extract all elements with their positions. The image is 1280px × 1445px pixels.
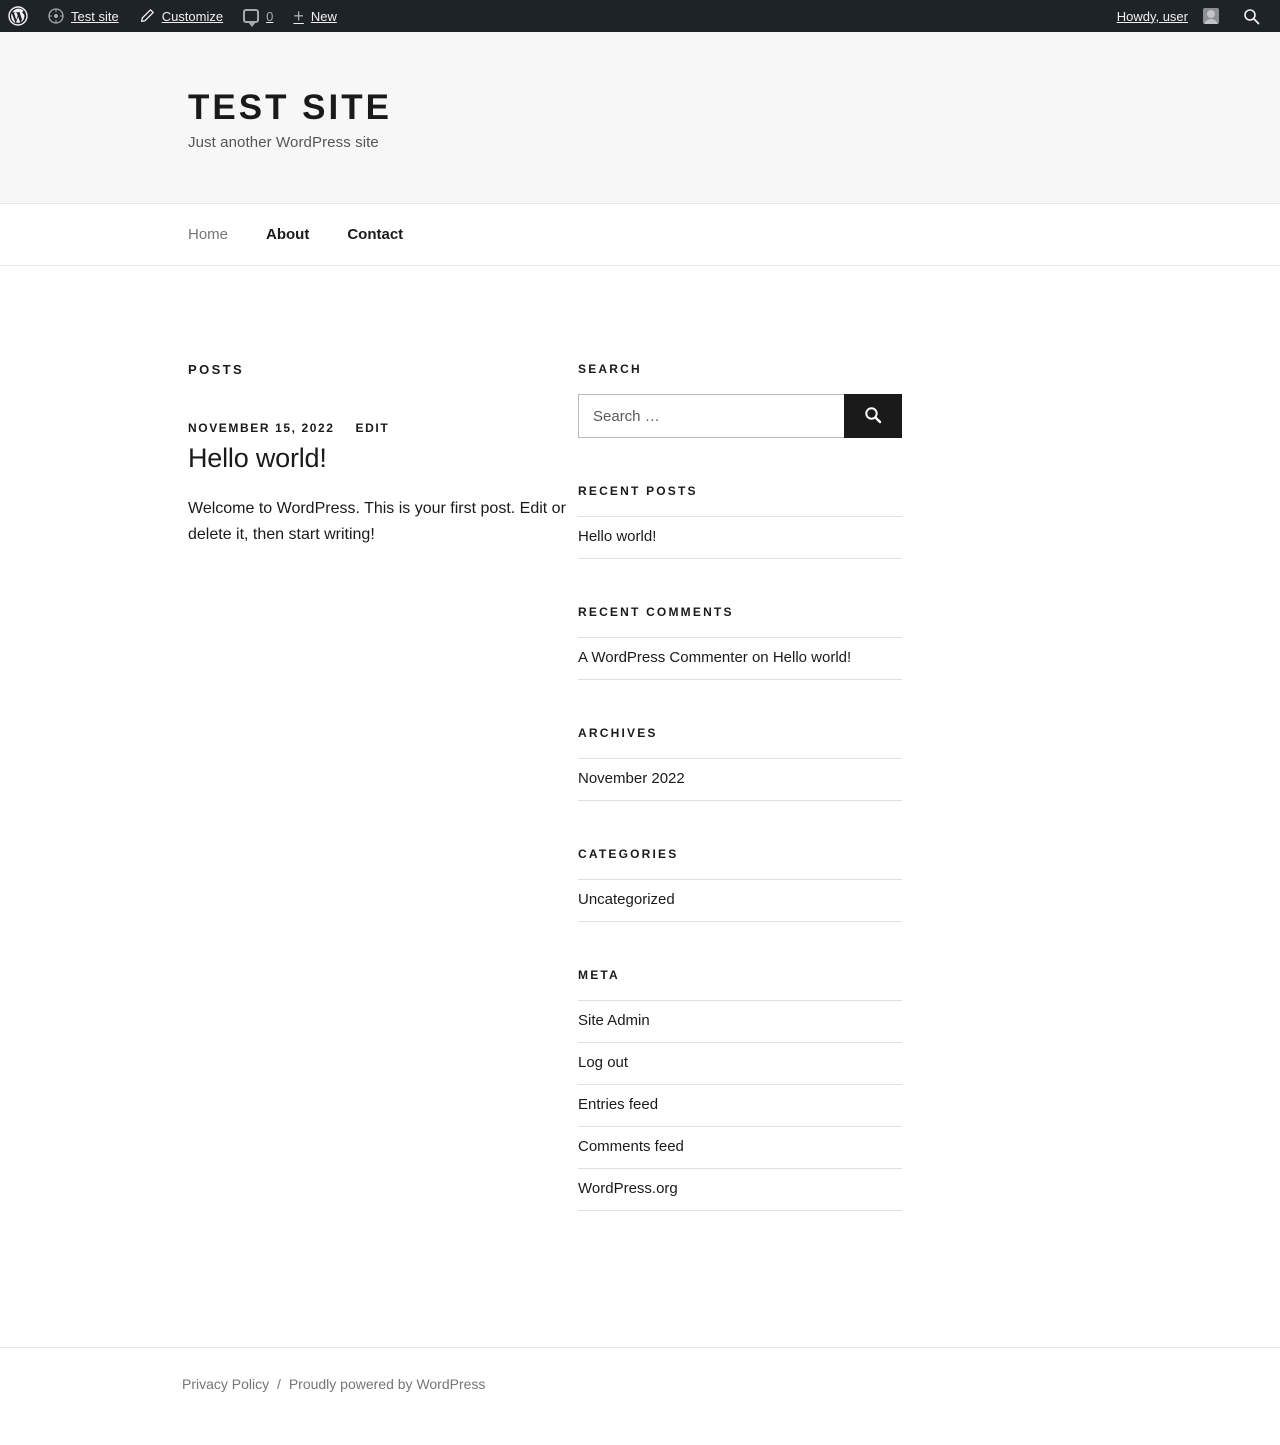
wordpress-logo-icon[interactable] xyxy=(0,0,38,32)
widget-archives xyxy=(578,726,902,801)
search-form xyxy=(578,394,902,438)
sidebar xyxy=(578,362,902,1257)
admin-bar xyxy=(0,0,1280,32)
admin-bar-new[interactable] xyxy=(283,0,347,32)
admin-bar-account[interactable] xyxy=(1109,0,1229,32)
dashboard-icon xyxy=(48,8,64,24)
comment-on-word: on xyxy=(751,649,769,666)
pencil-icon xyxy=(139,8,155,24)
comment-author: A WordPress Commenter xyxy=(578,649,748,666)
search-icon xyxy=(863,405,883,428)
admin-bar-site-name-label: Test site xyxy=(71,8,119,24)
nav-item-home[interactable]: Home xyxy=(188,226,229,243)
list-item xyxy=(578,1000,902,1043)
content-area xyxy=(0,266,1280,1257)
list-item xyxy=(578,1127,902,1169)
widget-meta-title: META xyxy=(578,968,620,982)
widget-archives-title: ARCHIVES xyxy=(578,726,658,740)
search-input[interactable] xyxy=(578,394,844,438)
comment-post-link[interactable]: Hello world! xyxy=(772,649,852,666)
list-item xyxy=(578,516,902,559)
admin-bar-left xyxy=(0,0,347,32)
meta-link-wordpress-org[interactable]: WordPress.org xyxy=(578,1180,678,1197)
meta-list xyxy=(578,1000,902,1211)
list-item xyxy=(578,1169,902,1211)
list-item xyxy=(578,1085,902,1127)
search-submit-button[interactable] xyxy=(844,394,902,438)
category-link[interactable]: Uncategorized xyxy=(578,891,675,908)
main-content xyxy=(0,362,578,548)
nav-item-about[interactable]: About xyxy=(266,226,310,243)
post-edit-link[interactable]: EDIT xyxy=(355,421,390,435)
widget-meta xyxy=(578,968,902,1211)
list-item xyxy=(578,1043,902,1085)
post-title[interactable]: Hello world! xyxy=(188,443,327,473)
admin-bar-right xyxy=(1109,0,1270,32)
admin-bar-comments[interactable] xyxy=(233,0,283,32)
footer-credit-link[interactable]: Proudly powered by WordPress xyxy=(288,1376,486,1392)
recent-comments-list xyxy=(578,637,902,680)
footer-separator: / xyxy=(277,1376,281,1392)
footer-privacy-policy-link[interactable]: Privacy Policy xyxy=(182,1376,270,1392)
widget-recent-comments-title: RECENT COMMENTS xyxy=(578,605,734,619)
admin-bar-customize-label: Customize xyxy=(161,8,224,24)
post-article xyxy=(188,421,578,548)
post-excerpt: Welcome to WordPress. This is your first post. Edit or delete it, then start writing! xyxy=(188,500,566,543)
widget-search xyxy=(578,362,902,438)
post-meta xyxy=(188,421,578,435)
recent-posts-list xyxy=(578,516,902,559)
plus-icon: + xyxy=(293,6,304,26)
list-item xyxy=(578,637,902,680)
admin-bar-customize[interactable] xyxy=(129,0,233,32)
meta-link-comments-feed[interactable]: Comments feed xyxy=(578,1138,684,1155)
archive-link[interactable]: November 2022 xyxy=(578,770,685,787)
nav-item-contact[interactable]: Contact xyxy=(347,226,404,243)
list-item xyxy=(578,758,902,801)
recent-post-link[interactable]: Hello world! xyxy=(578,528,657,545)
footer-content xyxy=(0,1376,1280,1392)
widget-categories xyxy=(578,847,902,922)
site-header xyxy=(0,32,1280,204)
posts-section-label: POSTS xyxy=(188,362,245,377)
admin-bar-comments-count: 0 xyxy=(266,8,274,24)
categories-list xyxy=(578,879,902,922)
site-description: Just another WordPress site xyxy=(188,134,379,151)
nav-items xyxy=(0,204,1280,265)
widget-recent-posts xyxy=(578,484,902,559)
admin-bar-site-name[interactable] xyxy=(38,0,129,32)
widget-recent-posts-title: RECENT POSTS xyxy=(578,484,698,498)
meta-link-log-out[interactable]: Log out xyxy=(578,1054,629,1071)
avatar-icon xyxy=(1203,8,1219,24)
admin-bar-new-label: New xyxy=(310,8,337,24)
comment-bubble-icon xyxy=(243,9,259,23)
primary-navigation xyxy=(0,204,1280,266)
page-title[interactable]: TEST SITE xyxy=(188,88,392,127)
widget-recent-comments xyxy=(578,605,902,680)
post-date[interactable]: NOVEMBER 15, 2022 xyxy=(188,421,335,435)
admin-bar-search-icon[interactable] xyxy=(1229,0,1270,32)
site-footer xyxy=(0,1347,1280,1432)
admin-bar-howdy: Howdy, user xyxy=(1116,8,1188,24)
meta-link-entries-feed[interactable]: Entries feed xyxy=(578,1096,659,1113)
meta-link-site-admin[interactable]: Site Admin xyxy=(578,1012,650,1029)
archives-list xyxy=(578,758,902,801)
list-item xyxy=(578,879,902,922)
widget-categories-title: CATEGORIES xyxy=(578,847,679,861)
widget-search-title: SEARCH xyxy=(578,362,642,376)
